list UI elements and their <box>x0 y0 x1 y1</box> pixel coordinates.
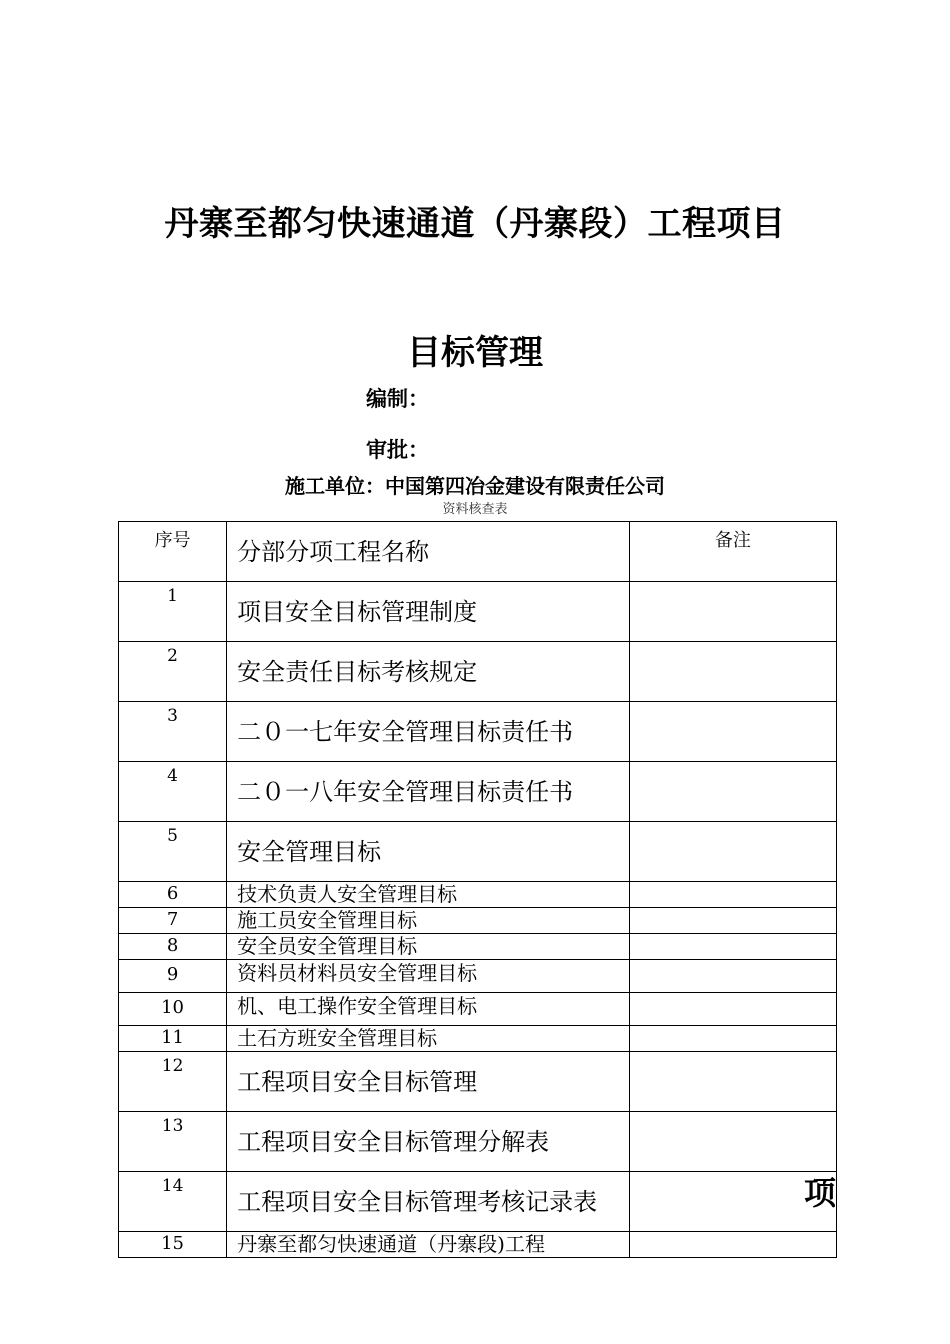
row-item-name: 安全员安全管理目标 <box>227 934 630 960</box>
header-serial-number: 序号 <box>119 522 227 582</box>
table-caption: 资料核查表 <box>442 502 508 517</box>
table-row <box>119 702 837 762</box>
row-item-name: 技术负责人安全管理目标 <box>227 882 630 908</box>
table-row <box>119 642 837 702</box>
document-title: 丹寨至都匀快速通道（丹寨段）工程项目 <box>164 204 786 244</box>
row-item-name: 土石方班安全管理目标 <box>227 1026 630 1052</box>
table-row <box>119 1112 837 1172</box>
row-remarks <box>629 1112 836 1172</box>
row-remarks <box>629 882 836 908</box>
row-item-name: 资料员材料员安全管理目标 <box>227 960 630 993</box>
row-number: 6 <box>119 882 227 908</box>
row-number: 8 <box>119 934 227 960</box>
row-number: 10 <box>119 993 227 1026</box>
row-remarks <box>629 1052 836 1112</box>
table-row <box>119 993 837 1026</box>
row-remarks <box>629 702 836 762</box>
row-item-name: 安全责任目标考核规定 <box>227 642 630 702</box>
row-number: 15 <box>119 1232 227 1258</box>
row-remarks <box>629 762 836 822</box>
trailing-text: 项 <box>804 1174 837 1212</box>
row-number: 7 <box>119 908 227 934</box>
row-item-name: 二０一八年安全管理目标责任书 <box>227 762 630 822</box>
table-row <box>119 1232 837 1258</box>
row-remarks <box>629 822 836 882</box>
table-header-row <box>119 522 837 582</box>
row-item-name: 项目安全目标管理制度 <box>227 582 630 642</box>
header-item-name: 分部分项工程名称 <box>227 522 630 582</box>
row-item-name: 工程项目安全目标管理 <box>227 1052 630 1112</box>
row-number: 13 <box>119 1112 227 1172</box>
row-number: 3 <box>119 702 227 762</box>
row-number: 9 <box>119 960 227 993</box>
row-remarks <box>629 960 836 993</box>
row-number: 1 <box>119 582 227 642</box>
table-row <box>119 960 837 993</box>
row-item-name: 机、电工操作安全管理目标 <box>227 993 630 1026</box>
header-remarks: 备注 <box>629 522 836 582</box>
row-remarks <box>629 908 836 934</box>
row-remarks <box>629 993 836 1026</box>
row-number: 12 <box>119 1052 227 1112</box>
row-item-name: 安全管理目标 <box>227 822 630 882</box>
construction-unit: 施工单位：中国第四冶金建设有限责任公司 <box>285 474 665 498</box>
row-item-name: 工程项目安全目标管理考核记录表 <box>227 1172 630 1232</box>
table-row <box>119 1052 837 1112</box>
row-item-name: 施工员安全管理目标 <box>227 908 630 934</box>
row-number: 14 <box>119 1172 227 1232</box>
checklist-table <box>118 521 837 1258</box>
row-item-name: 丹寨至都匀快速通道（丹寨段)工程 <box>227 1232 630 1258</box>
table-row <box>119 1026 837 1052</box>
row-number: 5 <box>119 822 227 882</box>
table-row <box>119 822 837 882</box>
table-row <box>119 934 837 960</box>
document-subtitle: 目标管理 <box>407 333 543 373</box>
compiled-by-label: 编制： <box>366 387 429 411</box>
row-number: 11 <box>119 1026 227 1052</box>
table-row <box>119 762 837 822</box>
row-remarks <box>629 934 836 960</box>
row-number: 4 <box>119 762 227 822</box>
row-remarks <box>629 642 836 702</box>
row-remarks <box>629 1232 836 1258</box>
row-remarks <box>629 1026 836 1052</box>
row-number: 2 <box>119 642 227 702</box>
row-item-name: 二０一七年安全管理目标责任书 <box>227 702 630 762</box>
approved-by-label: 审批： <box>366 438 429 462</box>
table-row <box>119 882 837 908</box>
row-remarks <box>629 582 836 642</box>
table-row <box>119 1172 837 1232</box>
table-row <box>119 582 837 642</box>
table-row <box>119 908 837 934</box>
row-item-name: 工程项目安全目标管理分解表 <box>227 1112 630 1172</box>
